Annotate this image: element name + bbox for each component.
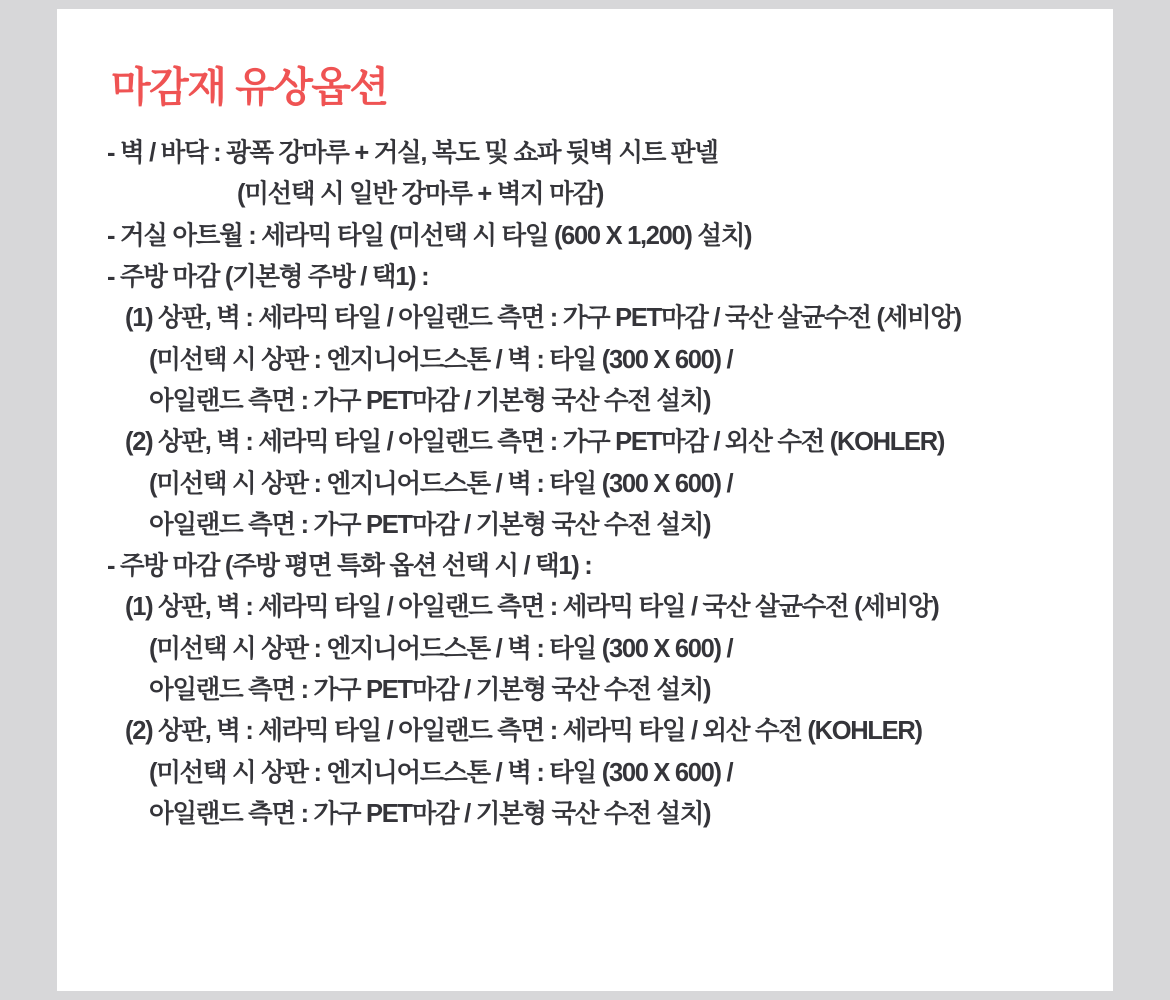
option-line: 아일랜드 측면 : 가구 PET마감 / 기본형 국산 수전 설치) [149,510,711,539]
option-line: 아일랜드 측면 : 가구 PET마감 / 기본형 국산 수전 설치) [149,799,711,828]
option-line: - 주방 마감 (주방 평면 특화 옵션 선택 시 / 택1) : [107,552,592,581]
option-line: (미선택 시 일반 강마루 + 벽지 마감) [237,180,604,209]
option-line: (1) 상판, 벽 : 세라믹 타일 / 아일랜드 측면 : 가구 PET마감 / 국산 살균수전 (세비앙) [125,304,961,333]
page-title: 마감재 유상옵션 [111,64,388,110]
option-line: 아일랜드 측면 : 가구 PET마감 / 기본형 국산 수전 설치) [149,386,711,415]
document-page [57,9,1113,991]
option-line: - 거실 아트월 : 세라믹 타일 (미선택 시 타일 (600 X 1,200) 설치) [107,221,752,250]
option-line: - 벽 / 바닥 : 광폭 강마루 + 거실, 복도 및 쇼파 뒷벽 시트 판넬 [107,139,718,168]
option-line: (1) 상판, 벽 : 세라믹 타일 / 아일랜드 측면 : 세라믹 타일 / 국산 살균수전 (세비앙) [125,593,939,622]
finishing-options-list [107,133,1103,835]
document-content [107,64,1103,835]
option-line: (2) 상판, 벽 : 세라믹 타일 / 아일랜드 측면 : 가구 PET마감 / 외산 수전 (KOHLER) [125,428,945,457]
option-line: - 주방 마감 (기본형 주방 / 택1) : [107,263,429,292]
option-line: (미선택 시 상판 : 엔지니어드스톤 / 벽 : 타일 (300 X 600) / [149,758,733,787]
option-line: 아일랜드 측면 : 가구 PET마감 / 기본형 국산 수전 설치) [149,676,711,704]
option-line: (2) 상판, 벽 : 세라믹 타일 / 아일랜드 측면 : 세라믹 타일 / 외산 수전 (KOHLER) [125,717,922,746]
option-line: (미선택 시 상판 : 엔지니어드스톤 / 벽 : 타일 (300 X 600) / [149,634,733,663]
option-line: (미선택 시 상판 : 엔지니어드스톤 / 벽 : 타일 (300 X 600) / [149,469,733,498]
option-line: (미선택 시 상판 : 엔지니어드스톤 / 벽 : 타일 (300 X 600) / [149,345,733,374]
